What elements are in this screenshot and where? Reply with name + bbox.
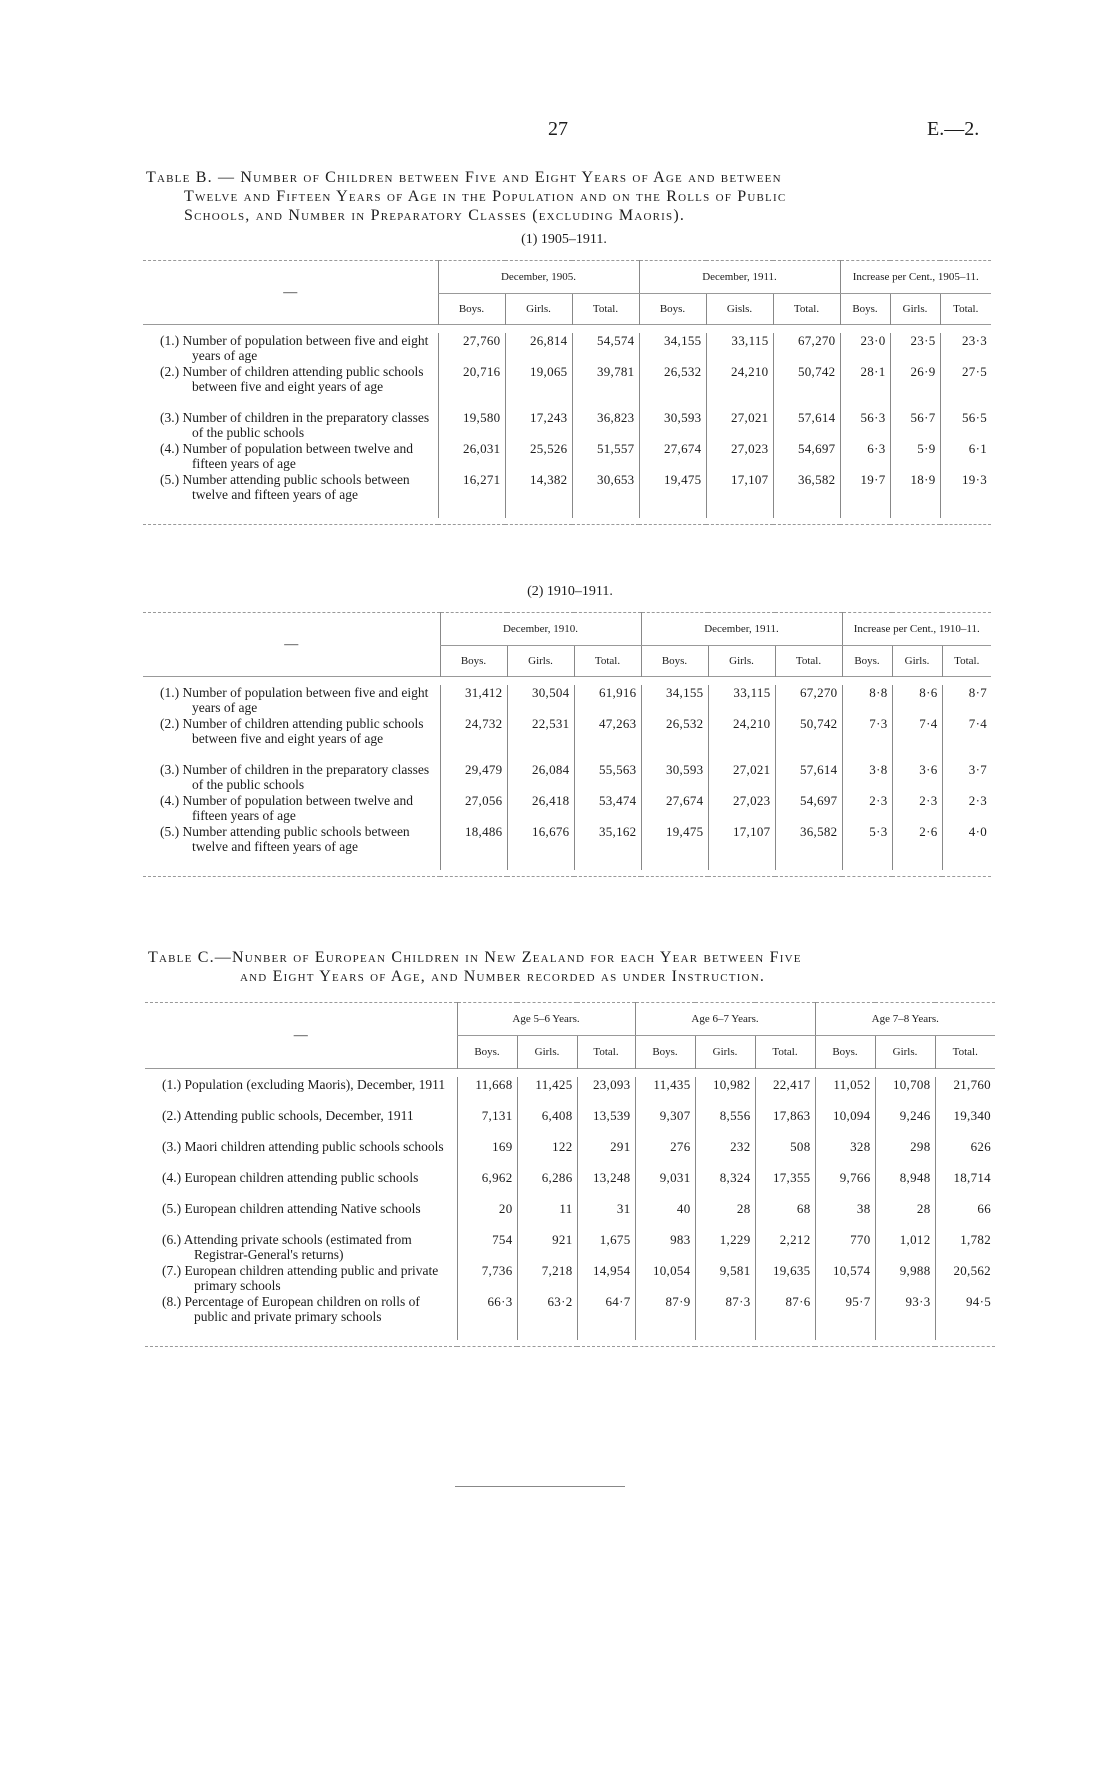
column-header: Total. — [775, 646, 842, 677]
cell-value: 57,614 — [773, 410, 840, 441]
cell-value: 9,581 — [695, 1263, 755, 1294]
cell-value: 19,340 — [935, 1108, 995, 1139]
row-label-text: (1.) Population (excluding Maoris), December, 1911 — [162, 1077, 446, 1092]
cell-value: 10,574 — [815, 1263, 875, 1294]
spacer-row — [143, 677, 991, 686]
cell-value: 2·3 — [942, 793, 991, 824]
cell-value: 17,243 — [505, 410, 572, 441]
cell-value: 20,716 — [438, 364, 505, 410]
cell-value: 27,056 — [440, 793, 507, 824]
table-row — [145, 1139, 995, 1170]
column-header: Boys. — [457, 1036, 517, 1069]
cell-value: 27,023 — [706, 441, 773, 472]
table-b-caption — [146, 168, 988, 225]
cell-value: 122 — [517, 1139, 577, 1170]
table-c — [145, 1002, 995, 1347]
table-row — [143, 716, 991, 762]
column-header: Girls. — [517, 1036, 577, 1069]
cell-value: 26,031 — [438, 441, 505, 472]
row-label — [145, 1139, 457, 1170]
document-code: E.—2. — [927, 118, 980, 140]
row-label — [145, 1232, 457, 1263]
cell-value: 17,107 — [708, 824, 775, 870]
cell-value: 7,131 — [457, 1108, 517, 1139]
cell-value: 36,582 — [775, 824, 842, 870]
row-label — [145, 1077, 457, 1108]
cell-value: 54,697 — [775, 793, 842, 824]
cell-value: 5·9 — [890, 441, 940, 472]
cell-value: 61,916 — [574, 685, 641, 716]
cell-value: 10,708 — [875, 1077, 935, 1108]
cell-value: 23·0 — [840, 333, 890, 364]
spacer-row — [143, 325, 991, 334]
cell-value: 14,954 — [577, 1263, 635, 1294]
cell-value: 23·5 — [890, 333, 940, 364]
group-header-row — [143, 613, 991, 646]
row-label — [143, 824, 440, 870]
table-row — [145, 1170, 995, 1201]
cell-value: 232 — [695, 1139, 755, 1170]
row-label — [143, 762, 440, 793]
cell-value: 19,065 — [505, 364, 572, 410]
row-label — [143, 441, 438, 472]
cell-value: 26·9 — [890, 364, 940, 410]
bottom-rule-row — [145, 1340, 995, 1347]
column-header: Boys. — [842, 646, 892, 677]
row-label — [143, 410, 438, 441]
cell-value: 16,271 — [438, 472, 505, 518]
cell-value: 770 — [815, 1232, 875, 1263]
cell-value: 26,532 — [641, 716, 708, 762]
cell-value: 2·3 — [892, 793, 942, 824]
group-header: December, 1911. — [641, 613, 842, 646]
group-header: December, 1911. — [639, 261, 840, 294]
row-label-text: (4.) Number of population between twelve and fifteen years of age — [160, 441, 414, 471]
row-label — [143, 716, 440, 762]
row-label-text: (4.) Number of population between twelve and fifteen years of age — [160, 793, 414, 823]
cell-value: 30,504 — [507, 685, 574, 716]
row-label — [143, 333, 438, 364]
cell-value: 6,408 — [517, 1108, 577, 1139]
cell-value: 19·7 — [840, 472, 890, 518]
cell-value: 56·7 — [890, 410, 940, 441]
row-label-text: (5.) Number attending public schools between twelve and fifteen years of age — [160, 824, 410, 854]
cell-value: 1,675 — [577, 1232, 635, 1263]
cell-value: 94·5 — [935, 1294, 995, 1340]
cell-value: 8·7 — [942, 685, 991, 716]
column-header: Gisls. — [706, 294, 773, 325]
cell-value: 9,307 — [635, 1108, 695, 1139]
cell-value: 51,557 — [572, 441, 639, 472]
bottom-rule-row — [143, 518, 991, 525]
row-label-text: (3.) Maori children attending public schools schools — [162, 1139, 444, 1154]
table-row — [143, 824, 991, 870]
cell-value: 87·6 — [755, 1294, 815, 1340]
cell-value: 169 — [457, 1139, 517, 1170]
table-b-caption-line: Table B. — Number of Children between Five and Eight Years of Age and between — [146, 169, 782, 186]
column-header: Girls. — [695, 1036, 755, 1069]
cell-value: 20,562 — [935, 1263, 995, 1294]
cell-value: 20 — [457, 1201, 517, 1232]
cell-value: 54,574 — [572, 333, 639, 364]
cell-value: 7,736 — [457, 1263, 517, 1294]
cell-value: 50,742 — [775, 716, 842, 762]
cell-value: 1,229 — [695, 1232, 755, 1263]
column-header: Boys. — [639, 294, 706, 325]
column-header: Total. — [755, 1036, 815, 1069]
table-row — [145, 1201, 995, 1232]
row-label-text: (2.) Number of children attending public schools between five and eight years of age — [160, 364, 424, 394]
cell-value: 31,412 — [440, 685, 507, 716]
group-header: December, 1905. — [438, 261, 639, 294]
group-header-row — [145, 1003, 995, 1036]
column-header: Total. — [574, 646, 641, 677]
cell-value: 64·7 — [577, 1294, 635, 1340]
cell-value: 11,052 — [815, 1077, 875, 1108]
cell-value: 34,155 — [639, 333, 706, 364]
table-b-caption-line: Twelve and Fifteen Years of Age in the Population and on the Rolls of Public — [184, 188, 787, 205]
row-label-text: (3.) Number of children in the preparatory classes of the public schools — [160, 410, 430, 440]
group-header: December, 1910. — [440, 613, 641, 646]
cell-value: 27,021 — [708, 762, 775, 793]
cell-value: 40 — [635, 1201, 695, 1232]
row-label — [143, 472, 438, 518]
bottom-rule-row — [143, 870, 991, 877]
cell-value: 67,270 — [775, 685, 842, 716]
cell-value: 13,539 — [577, 1108, 635, 1139]
cell-value: 28 — [695, 1201, 755, 1232]
cell-value: 11,425 — [517, 1077, 577, 1108]
cell-value: 6·3 — [840, 441, 890, 472]
cell-value: 8,324 — [695, 1170, 755, 1201]
group-header: Age 5–6 Years. — [457, 1003, 635, 1036]
column-header: Total. — [942, 646, 991, 677]
stub-header: — — [284, 636, 299, 652]
cell-value: 66·3 — [457, 1294, 517, 1340]
cell-value: 7·3 — [842, 716, 892, 762]
row-label — [143, 364, 438, 410]
cell-value: 27,021 — [706, 410, 773, 441]
cell-value: 8,556 — [695, 1108, 755, 1139]
row-label-text: (4.) European children attending public schools — [162, 1170, 419, 1185]
column-header: Girls. — [505, 294, 572, 325]
cell-value: 3·7 — [942, 762, 991, 793]
cell-value: 10,054 — [635, 1263, 695, 1294]
end-rule — [455, 1486, 625, 1487]
cell-value: 8·8 — [842, 685, 892, 716]
group-header: Age 6–7 Years. — [635, 1003, 815, 1036]
table-c-caption-line: and Eight Years of Age, and Number recorded as under Instruction. — [240, 968, 766, 985]
cell-value: 68 — [755, 1201, 815, 1232]
group-header: Age 7–8 Years. — [815, 1003, 995, 1036]
cell-value: 26,532 — [639, 364, 706, 410]
cell-value: 31 — [577, 1201, 635, 1232]
cell-value: 63·2 — [517, 1294, 577, 1340]
row-label-text: (8.) Percentage of European children on rolls of public and private primary schools — [162, 1294, 420, 1324]
row-label-text: (1.) Number of population between five and eight years of age — [160, 333, 429, 363]
cell-value: 2,212 — [755, 1232, 815, 1263]
cell-value: 22,417 — [755, 1077, 815, 1108]
cell-value: 36,582 — [773, 472, 840, 518]
row-label-text: (1.) Number of population between five and eight years of age — [160, 685, 429, 715]
cell-value: 754 — [457, 1232, 517, 1263]
cell-value: 16,676 — [507, 824, 574, 870]
cell-value: 10,982 — [695, 1077, 755, 1108]
column-header: Total. — [940, 294, 991, 325]
cell-value: 2·3 — [842, 793, 892, 824]
row-label-text: (5.) European children attending Native schools — [162, 1201, 421, 1216]
stub-header: — — [283, 284, 298, 300]
cell-value: 56·3 — [840, 410, 890, 441]
table-row — [145, 1294, 995, 1340]
cell-value: 11,435 — [635, 1077, 695, 1108]
cell-value: 328 — [815, 1139, 875, 1170]
row-label-text: (2.) Attending public schools, December, 1911 — [162, 1108, 414, 1123]
cell-value: 30,653 — [572, 472, 639, 518]
cell-value: 18·9 — [890, 472, 940, 518]
column-header: Girls. — [708, 646, 775, 677]
cell-value: 24,210 — [708, 716, 775, 762]
row-label — [145, 1263, 457, 1294]
column-header: Boys. — [635, 1036, 695, 1069]
cell-value: 87·3 — [695, 1294, 755, 1340]
table-row — [145, 1263, 995, 1294]
table-b-caption-line: Schools, and Number in Preparatory Classes (excluding Maoris). — [184, 207, 686, 224]
cell-value: 87·9 — [635, 1294, 695, 1340]
cell-value: 29,479 — [440, 762, 507, 793]
cell-value: 1,782 — [935, 1232, 995, 1263]
cell-value: 66 — [935, 1201, 995, 1232]
table-b-sub1-heading: (1) 1905–1911. — [521, 232, 607, 247]
cell-value: 17,355 — [755, 1170, 815, 1201]
row-label-text: (5.) Number attending public schools between twelve and fifteen years of age — [160, 472, 410, 502]
cell-value: 6·1 — [940, 441, 991, 472]
cell-value: 18,486 — [440, 824, 507, 870]
cell-value: 26,418 — [507, 793, 574, 824]
cell-value: 67,270 — [773, 333, 840, 364]
cell-value: 54,697 — [773, 441, 840, 472]
cell-value: 18,714 — [935, 1170, 995, 1201]
group-header: Increase per Cent., 1905–11. — [840, 261, 991, 294]
cell-value: 27,674 — [639, 441, 706, 472]
column-header: Total. — [572, 294, 639, 325]
cell-value: 25,526 — [505, 441, 572, 472]
table-b-sub2-heading: (2) 1910–1911. — [527, 584, 613, 599]
cell-value: 19·3 — [940, 472, 991, 518]
cell-value: 17,863 — [755, 1108, 815, 1139]
column-header: Boys. — [840, 294, 890, 325]
cell-value: 921 — [517, 1232, 577, 1263]
cell-value: 27·5 — [940, 364, 991, 410]
cell-value: 8,948 — [875, 1170, 935, 1201]
cell-value: 17,107 — [706, 472, 773, 518]
cell-value: 57,614 — [775, 762, 842, 793]
table-row — [145, 1077, 995, 1108]
cell-value: 11,668 — [457, 1077, 517, 1108]
cell-value: 23·3 — [940, 333, 991, 364]
cell-value: 14,382 — [505, 472, 572, 518]
row-label-text: (3.) Number of children in the preparatory classes of the public schools — [160, 762, 430, 792]
cell-value: 55,563 — [574, 762, 641, 793]
cell-value: 53,474 — [574, 793, 641, 824]
cell-value: 626 — [935, 1139, 995, 1170]
table-c-caption — [148, 948, 990, 986]
row-label — [145, 1108, 457, 1139]
row-label — [145, 1170, 457, 1201]
cell-value: 27,760 — [438, 333, 505, 364]
cell-value: 7·4 — [942, 716, 991, 762]
cell-value: 508 — [755, 1139, 815, 1170]
cell-value: 23,093 — [577, 1077, 635, 1108]
group-header: Increase per Cent., 1910–11. — [842, 613, 991, 646]
cell-value: 28 — [875, 1201, 935, 1232]
cell-value: 3·8 — [842, 762, 892, 793]
cell-value: 298 — [875, 1139, 935, 1170]
stub-header: — — [293, 1027, 308, 1043]
table-row — [143, 410, 991, 441]
cell-value: 30,593 — [641, 762, 708, 793]
row-label — [143, 685, 440, 716]
cell-value: 38 — [815, 1201, 875, 1232]
cell-value: 11 — [517, 1201, 577, 1232]
cell-value: 19,635 — [755, 1263, 815, 1294]
cell-value: 19,580 — [438, 410, 505, 441]
cell-value: 4·0 — [942, 824, 991, 870]
cell-value: 28·1 — [840, 364, 890, 410]
cell-value: 9,988 — [875, 1263, 935, 1294]
cell-value: 21,760 — [935, 1077, 995, 1108]
cell-value: 6,286 — [517, 1170, 577, 1201]
row-label-text: (6.) Attending private schools (estimated from Registrar-General's returns) — [162, 1232, 412, 1262]
table-row — [143, 762, 991, 793]
cell-value: 3·6 — [892, 762, 942, 793]
cell-value: 291 — [577, 1139, 635, 1170]
cell-value: 50,742 — [773, 364, 840, 410]
cell-value: 33,115 — [708, 685, 775, 716]
cell-value: 9,031 — [635, 1170, 695, 1201]
table-row — [143, 685, 991, 716]
cell-value: 7·4 — [892, 716, 942, 762]
table-row — [145, 1232, 995, 1263]
cell-value: 9,766 — [815, 1170, 875, 1201]
cell-value: 36,823 — [572, 410, 639, 441]
cell-value: 8·6 — [892, 685, 942, 716]
cell-value: 19,475 — [641, 824, 708, 870]
column-header: Total. — [577, 1036, 635, 1069]
row-label — [145, 1201, 457, 1232]
cell-value: 93·3 — [875, 1294, 935, 1340]
cell-value: 35,162 — [574, 824, 641, 870]
column-header: Total. — [935, 1036, 995, 1069]
table-b-1910-1911 — [143, 612, 991, 877]
column-header: Boys. — [440, 646, 507, 677]
cell-value: 2·6 — [892, 824, 942, 870]
cell-value: 19,475 — [639, 472, 706, 518]
table-b-1905-1911 — [143, 260, 991, 525]
cell-value: 27,023 — [708, 793, 775, 824]
column-header: Girls. — [507, 646, 574, 677]
cell-value: 34,155 — [641, 685, 708, 716]
cell-value: 7,218 — [517, 1263, 577, 1294]
row-label-text: (7.) European children attending public and private primary schools — [162, 1263, 439, 1293]
cell-value: 24,732 — [440, 716, 507, 762]
cell-value: 6,962 — [457, 1170, 517, 1201]
cell-value: 983 — [635, 1232, 695, 1263]
column-header: Girls. — [892, 646, 942, 677]
cell-value: 39,781 — [572, 364, 639, 410]
cell-value: 9,246 — [875, 1108, 935, 1139]
cell-value: 33,115 — [706, 333, 773, 364]
cell-value: 26,084 — [507, 762, 574, 793]
cell-value: 24,210 — [706, 364, 773, 410]
group-header-row — [143, 261, 991, 294]
cell-value: 1,012 — [875, 1232, 935, 1263]
cell-value: 26,814 — [505, 333, 572, 364]
table-row — [143, 333, 991, 364]
cell-value: 13,248 — [577, 1170, 635, 1201]
table-row — [143, 472, 991, 518]
table-row — [143, 364, 991, 410]
column-header: Girls. — [875, 1036, 935, 1069]
cell-value: 276 — [635, 1139, 695, 1170]
column-header: Girls. — [890, 294, 940, 325]
cell-value: 5·3 — [842, 824, 892, 870]
spacer-row — [145, 1069, 995, 1078]
page-number: 27 — [548, 118, 568, 140]
column-header: Boys. — [438, 294, 505, 325]
table-c-caption-line: Table C.—Nunber of European Children in New Zealand for each Year between Five — [148, 949, 802, 966]
row-label-text: (2.) Number of children attending public schools between five and eight years of age — [160, 716, 424, 746]
cell-value: 27,674 — [641, 793, 708, 824]
column-header: Boys. — [815, 1036, 875, 1069]
column-header: Total. — [773, 294, 840, 325]
cell-value: 10,094 — [815, 1108, 875, 1139]
table-row — [145, 1108, 995, 1139]
cell-value: 95·7 — [815, 1294, 875, 1340]
cell-value: 47,263 — [574, 716, 641, 762]
cell-value: 22,531 — [507, 716, 574, 762]
column-header: Boys. — [641, 646, 708, 677]
cell-value: 30,593 — [639, 410, 706, 441]
table-row — [143, 441, 991, 472]
table-row — [143, 793, 991, 824]
row-label — [143, 793, 440, 824]
row-label — [145, 1294, 457, 1340]
cell-value: 56·5 — [940, 410, 991, 441]
